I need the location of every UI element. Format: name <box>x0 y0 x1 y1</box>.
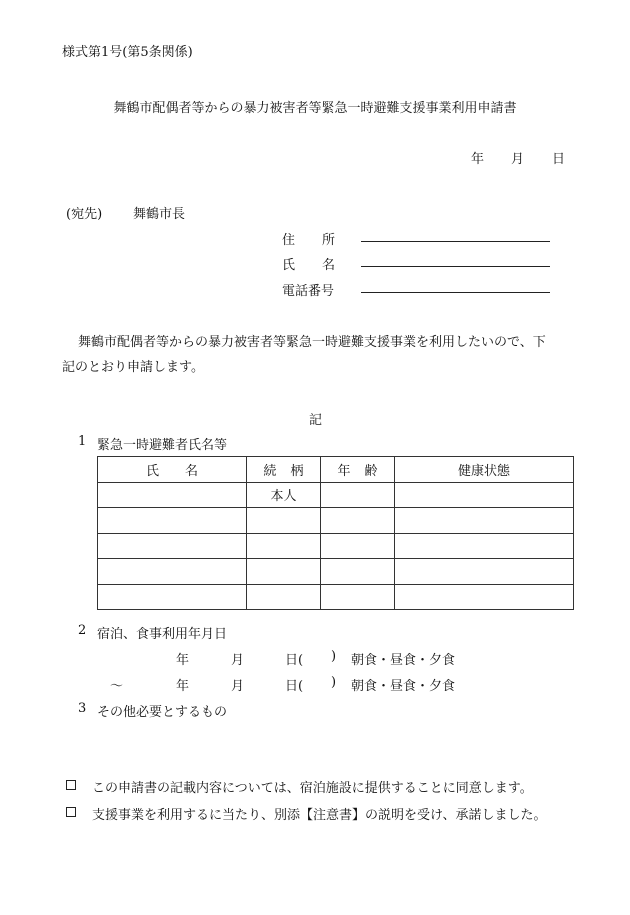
cell-age[interactable] <box>321 559 395 585</box>
phone-field-line[interactable] <box>361 292 550 293</box>
section1-number: 1 <box>78 434 87 449</box>
section2-number: 2 <box>78 623 87 638</box>
cell-health[interactable] <box>395 482 574 508</box>
cell-age[interactable] <box>321 482 395 508</box>
cell-name[interactable] <box>98 559 247 585</box>
body-text-line-2: 記のとおり申請します。 <box>62 360 204 375</box>
cell-health[interactable] <box>395 533 574 559</box>
tilde: 〜 <box>110 679 124 694</box>
stay-from-meals: 朝食・昼食・夕食 <box>351 653 456 668</box>
date-year-label: 年 <box>471 152 485 167</box>
stay-to-month: 月 <box>231 679 245 694</box>
cell-name[interactable] <box>98 508 247 534</box>
consent-label-2: 支援事業を利用するに当たり、別添【注意書】の説明を受け、承諾しました。 <box>92 808 547 823</box>
stay-to-close-paren: ) <box>331 675 337 690</box>
consent-checkbox-1[interactable] <box>66 780 76 790</box>
column-header-health: 健康状態 <box>395 457 574 483</box>
form-number: 様式第1号(第5条関係) <box>62 45 193 60</box>
stay-to-year: 年 <box>176 679 190 694</box>
phone-label: 電話番号 <box>282 284 335 299</box>
address-label-1: 住 <box>282 233 296 248</box>
date-month-label: 月 <box>511 152 525 167</box>
stay-to-meals: 朝食・昼食・夕食 <box>351 679 456 694</box>
table-row <box>98 533 574 559</box>
cell-age[interactable] <box>321 508 395 534</box>
addressee-prefix: (宛先) <box>66 207 103 222</box>
date-day-label: 日 <box>552 152 566 167</box>
section2-heading: 宿泊、食事利用年月日 <box>97 627 228 642</box>
stay-from-month: 月 <box>231 653 245 668</box>
stay-from-close-paren: ) <box>331 649 337 664</box>
table-row <box>98 482 574 508</box>
cell-name[interactable] <box>98 584 247 610</box>
addressee-name: 舞鶴市長 <box>133 207 186 222</box>
table-header-row <box>98 457 574 483</box>
cell-age[interactable] <box>321 533 395 559</box>
table-row <box>98 559 574 585</box>
name-label-1: 氏 <box>282 258 296 273</box>
cell-health[interactable] <box>395 559 574 585</box>
column-header-age: 年 齢 <box>321 457 395 483</box>
cell-relation[interactable] <box>247 508 321 534</box>
stay-to-day: 日( <box>285 679 304 694</box>
name-label-2: 名 <box>322 258 336 273</box>
section3-number: 3 <box>78 701 87 716</box>
cell-age[interactable] <box>321 584 395 610</box>
section3-heading: その他必要とするもの <box>97 705 228 720</box>
stay-from-day: 日( <box>285 653 304 668</box>
body-text-line-1: 舞鶴市配偶者等からの暴力被害者等緊急一時避難支援事業を利用したいので、下 <box>78 335 546 350</box>
cell-health[interactable] <box>395 584 574 610</box>
table-row <box>98 584 574 610</box>
column-header-name: 氏 名 <box>98 457 247 483</box>
document-title: 舞鶴市配偶者等からの暴力被害者等緊急一時避難支援事業利用申請書 <box>113 101 517 116</box>
section1-heading: 緊急一時避難者氏名等 <box>97 438 228 453</box>
cell-relation[interactable]: 本人 <box>247 482 321 508</box>
cell-name[interactable] <box>98 482 247 508</box>
cell-relation[interactable] <box>247 584 321 610</box>
address-field-line[interactable] <box>361 241 550 242</box>
cell-relation[interactable] <box>247 533 321 559</box>
cell-relation[interactable] <box>247 559 321 585</box>
evacuee-table <box>97 456 574 610</box>
table-row <box>98 508 574 534</box>
stay-from-year: 年 <box>176 653 190 668</box>
address-label-2: 所 <box>322 233 336 248</box>
consent-label-1: この申請書の記載内容については、宿泊施設に提供することに同意します。 <box>92 781 533 796</box>
column-header-relation: 続 柄 <box>247 457 321 483</box>
consent-checkbox-2[interactable] <box>66 807 76 817</box>
cell-health[interactable] <box>395 508 574 534</box>
cell-name[interactable] <box>98 533 247 559</box>
name-field-line[interactable] <box>361 266 550 267</box>
ki-heading: 記 <box>309 413 323 428</box>
